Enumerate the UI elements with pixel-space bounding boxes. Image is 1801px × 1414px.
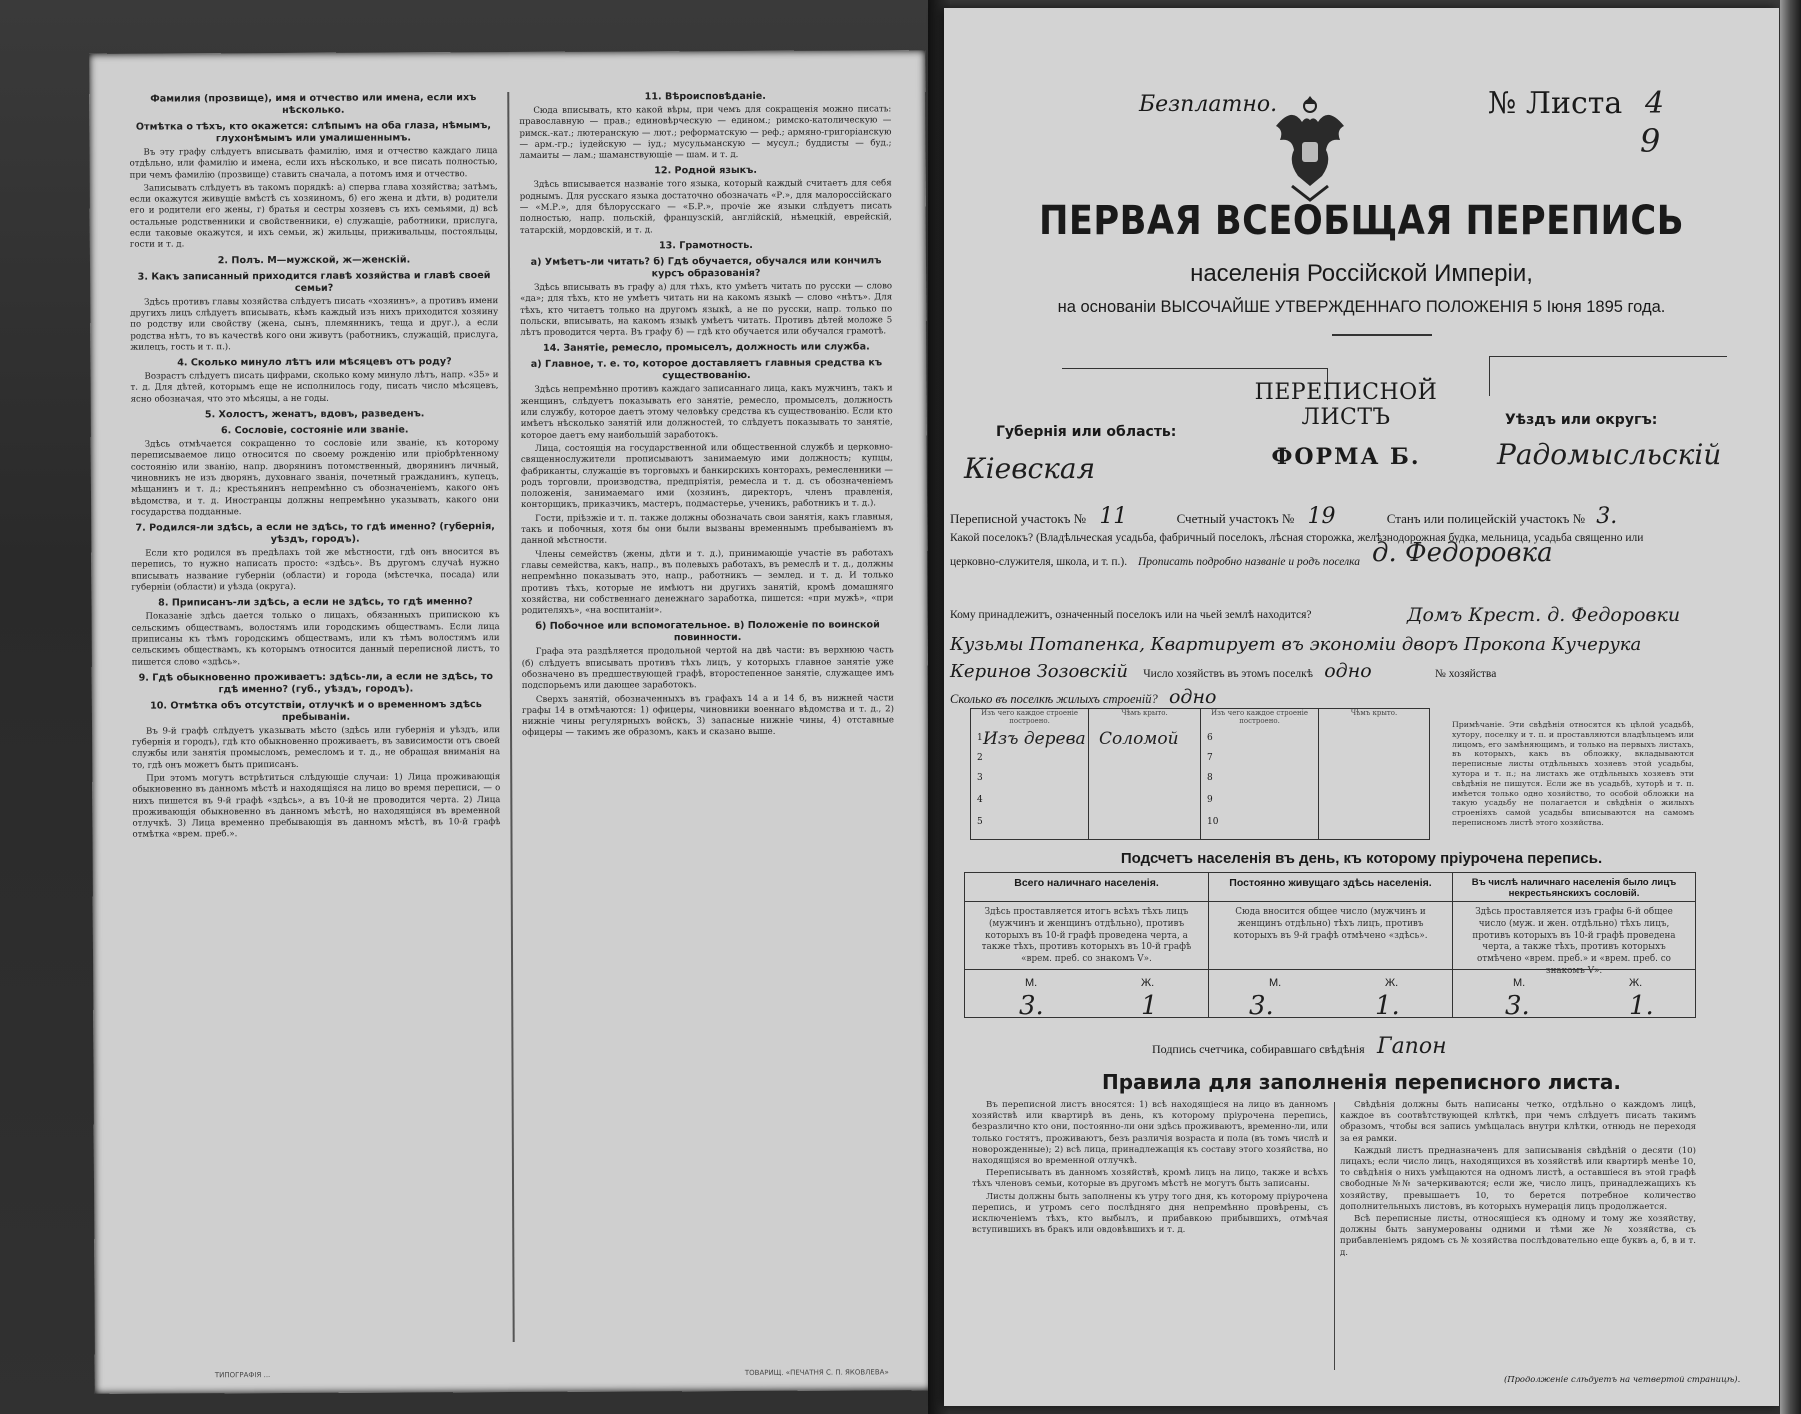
settlement-type-line: Какой поселокъ? (Владѣльческая усадьба, фабричный поселокъ, лѣсная сторожка, желѣзнодорожная будка, мельница, усадьба священно или [950, 532, 1644, 544]
ct-header: Всего наличнаго населенія. [1014, 877, 1159, 889]
instruction-paragraph: Здѣсь противъ главы хозяйства слѣдуетъ писать «хозяинъ», а противъ имени другихъ лицъ слѣдуетъ вписывать, кѣмъ каждый изъ нихъ приходится хозяину по родству или свойству (жена, сынъ, племянникъ, теща и друг.), а если родства нѣтъ, то въ качествѣ кого они живутъ (работникъ, служащій, прислуга, жилецъ, гость и т. п.). [130, 295, 499, 353]
instruction-paragraph: Сюда вписывать, кто какой вѣры, при чемъ для сокращенія можно писать: православную — прав.; единовѣрческую — едином.; римско-католическую — римск.-кат.; лютеранскую — лют.; реформатскую — реф.; армяно-григоріанскую — арм.-гр.; іудейскую — іуд.; мусульманскую — мусул.; буддисты — буд.; ламаиты — лам.; шаманствующіе — шам. и т. д. [519, 104, 892, 162]
resident-female-value: 1. [1375, 991, 1400, 1021]
districts-line [950, 504, 1617, 529]
rules-column-1 [972, 1100, 1328, 1237]
instructions-column-2 [519, 86, 896, 1338]
bt-row-number: 8 [1207, 773, 1213, 783]
bt-row-number: 4 [977, 795, 983, 805]
instruction-heading: 9. Гдѣ обыкновенно проживаетъ: здѣсь-ли, а если не здѣсь, то гдѣ именно? (губ., уѣздъ, городъ). [138, 670, 494, 696]
bt-row-number: 5 [977, 817, 983, 827]
bt-row-number: 10 [1207, 817, 1219, 827]
female-label: Ж. [1629, 977, 1643, 989]
households-label: Число хозяйствъ въ этомъ поселкѣ [1143, 668, 1313, 680]
instruction-paragraph: Члены семействъ (жены, дѣти и т. д.), принимающіе участіе въ работахъ главы семейства, какъ, напр., въ полевыхъ работахъ, въ ремеслѣ и т. д., должны непремѣнно показывать это, напр., работникъ — землед. и т. д. И только противъ тѣхъ, которые не имѣютъ ни другихъ занятій, кромѣ домашняго хозяйства, ни собственнаго денежнаго заработка, пишется: «при мужѣ», «при родителяхъ», «на воспитаніи». [521, 547, 894, 617]
instruction-paragraph: Лица, состоящія на государственной или общественной службѣ и церковно-священнослужители прописываютъ занимаемую ими должность; купцы, фабриканты, служащіе въ торговыхъ и банкирскихъ конторахъ, ремесленники — родъ торговли, производства, предпріятія, ремесла и т. д. съ обозначеніемъ положенія, занимаемаго ими (хозяинъ, директоръ, членъ правленія, конторщикъ, приказчикъ, мастеръ, подмастерье, ученикъ, работникъ и т. д.). [520, 442, 894, 511]
owner-label: Кому принадлежитъ, означенный поселокъ или на чьей землѣ находится? [950, 609, 1312, 621]
instruction-heading: Фамилия (прозвище), имя и отчество или имена, если ихъ нѣсколько. [150, 92, 477, 116]
counting-district-label: Счетный участокъ № [1176, 511, 1295, 526]
ct-description: Сюда вносится общее число (мужчинъ и женщинъ отдѣльно) тѣхъ лицъ, противъ которыхъ въ 9-й графѣ отмѣчено «здѣсь». [1233, 907, 1428, 941]
form-subtitle: населенія Россійской Имперіи, [1190, 260, 1533, 287]
guberniya-label: Губернія или область: [996, 424, 1177, 440]
instruction-heading: а) Главное, т. е. то, которое доставляетъ главныя средства къ существованію. [530, 357, 883, 382]
buildings-line [950, 686, 1216, 708]
population-count-table [964, 872, 1696, 1021]
census-form-page [944, 8, 1779, 1406]
owner-value: Домъ Крест. д. Федоровки [1407, 604, 1681, 626]
police-district-label: Станъ или полицейскій участокъ № [1386, 511, 1586, 526]
buildings-table [970, 708, 1430, 840]
nonpeasant-female-value: 1. [1629, 991, 1654, 1021]
instruction-heading: б) Побочное или вспомогательное. в) Положеніе по воинской повинности. [535, 619, 880, 644]
instruction-heading: 3. Какъ записанный приходится главѣ хозяйства и главѣ своей семьи? [137, 269, 491, 294]
instruction-paragraph: Въ эту графу слѣдуетъ вписывать фамилію, имя и отчество каждаго лица отдѣльно, или фамилію и имена, если ихъ нѣсколько, и все писать полностью, при чемъ фамилію (прозвище) ставить сначала, а потомъ имя и отчество. [129, 146, 498, 181]
building-material-value: Изъ дерева [983, 729, 1086, 749]
column-divider [507, 92, 514, 1342]
buildings-value: одно [1168, 686, 1217, 708]
double-headed-eagle-emblem-icon [1262, 86, 1358, 206]
bt-header: Чѣмъ крыто. [1350, 709, 1398, 717]
instructions-column-1 [129, 88, 503, 1380]
bt-header: Изъ чего каждое строеніе построено. [980, 709, 1079, 725]
bt-row-number: 6 [1207, 733, 1213, 743]
instruction-paragraph: Возрастъ слѣдуетъ писать цифрами, сколько кому минуло лѣтъ, напр. «35» и т. д. Для дѣтей, которымъ еще не исполнилось году, писать число мѣсяцевъ, ясно обозначая, что это мѣсяцы, а не годы. [130, 370, 499, 405]
rule-paragraph: Переписывать въ данномъ хозяйствѣ, кромѣ лицъ на лицо, также и всѣхъ тѣхъ членовъ семьи, которые въ другомъ мѣстѣ не могутъ быть записаны. [972, 1168, 1328, 1190]
population-count-title: Подсчетъ населенія въ день, къ которому пріурочена перепись. [1120, 850, 1603, 867]
census-district-label: Переписной участокъ № [950, 511, 1087, 526]
instruction-heading: 12. Родной языкъ. [654, 165, 757, 177]
bt-row-number: 7 [1207, 753, 1213, 763]
instruction-paragraph: При этомъ могутъ встрѣтиться слѣдующіе случаи: 1) Лица проживающія обыкновенно въ данномъ мѣстѣ и находящіяся на лицо во время переписи, — о нихъ пишется въ 9-й графѣ «здѣсь», а въ 10-й не проводится черта. 2) Лица проживающія обыкновенно въ данномъ мѣстѣ, но находящіяся въ временной отлучкѣ. 3) Лица временно пребывающія въ данномъ мѣстѣ, въ 10-й графѣ отмѣтка «врем. преб.». [132, 772, 501, 841]
building-roof-value: Соломой [1099, 729, 1179, 749]
households-value: одно [1324, 660, 1372, 682]
instruction-heading: 8. Приписанъ-ли здѣсь, а если не здѣсь, то гдѣ именно? [158, 596, 473, 609]
sheet-number-value-alt: 9 [1640, 122, 1661, 160]
instruction-paragraph: Записывать слѣдуетъ въ такомъ порядкѣ: а) сперва глава хозяйства; затѣмъ, если окажутся живущіе вмѣстѣ съ хозяиномъ, б) его жена и дѣти, в) родители его и родители его жены, г) братья и сестры хозяевъ съ ихъ семьями, д) всѣ остальные родственники и свойственники, е) служащіе, работники, прислуга, если таковые окажутся, и ихъ семьи, ж) жильцы, приживальцы, постояльцы, гости и т. д. [129, 181, 498, 251]
ct-header: Въ числѣ наличнаго населенія было лицъ некрестьянскихъ сословій. [1471, 877, 1677, 899]
census-district-value: 11 [1099, 504, 1128, 529]
male-label: М. [1513, 977, 1526, 989]
male-label: М. [1025, 977, 1038, 989]
instruction-heading: 5. Холостъ, женатъ, вдовъ, разведенъ. [204, 408, 425, 421]
free-label: Безплатно. [1139, 92, 1278, 117]
enumerator-signature-label: Подпись счетчика, собиравшаго свѣдѣнія [1152, 1042, 1365, 1056]
printer-footer-left: ТИПОГРАФІЯ ... [214, 1371, 271, 1380]
instruction-paragraph: Здѣсь непремѣнно противъ каждаго записаннаго лица, какъ мужчинъ, такъ и женщинъ, слѣдуетъ показывать его занятіе, ремесло, промыселъ, должность или службу, которое даетъ этому человѣку средства къ существованію. Если кто имѣетъ нѣсколько занятій или должностей, то слѣдуетъ показывать то занятіе, которое даетъ ему наибольшій заработокъ. [520, 383, 893, 441]
sheet-number-label: № Листа [1488, 86, 1623, 121]
instruction-paragraph: Если кто родился въ предѣлахъ той же мѣстности, гдѣ онъ вносится въ перепись, то нужно написать просто: «здѣсь». Въ другомъ случаѣ нужно вписывать название губерніи (области) и города (мѣстечка, посада) или губерніи (области) и уѣзда (округа). [131, 547, 500, 593]
ct-description: Здѣсь проставляется изъ графы 6-й общее число (муж. и жен. отдѣльно) тѣхъ лицъ, противъ которыхъ въ 10-й графѣ проведена черта, а также тѣхъ, противъ которыхъ отмѣчено «врем. преб.» и «врем. преб. со знакомъ V». [1472, 907, 1676, 976]
nonpeasant-male-value: 3. [1505, 991, 1530, 1021]
owner-value-2: Кузьмы Потапенка, Квартирует въ экономіи дворъ Прокопа Кучерука [950, 634, 1642, 655]
instruction-heading: 11. Вѣроисповѣданіе. [644, 90, 766, 103]
settlement-type-hint: Прописать подробно названіе и родъ поселка [1137, 556, 1360, 568]
instruction-paragraph: Гости, пріѣзжіе и т. п. также должны обозначать свои занятія, какъ главныя, такъ и побочныя, хотя бы они были вызваны временнымъ пребываніемъ въ данной мѣстности. [521, 512, 894, 547]
settlement-type-line-2 [950, 556, 1360, 568]
bt-row-number: 2 [977, 753, 983, 763]
uezd-value: Радомысльскій [1497, 438, 1722, 471]
rule-paragraph: Листы должны быть заполнены къ утру того дня, къ которому пріурочена перепись, и утромъ сего послѣдняго дня непремѣнно провѣрены, съ исключеніемъ тѣхъ, кто выбылъ, и прибавкою прибывшихъ, отмѣчая вступившихъ въ бракъ или овдовѣвшихъ и т. д. [972, 1191, 1328, 1236]
instruction-paragraph: Графа эта раздѣляется продольной чертой на двѣ части: въ верхнюю часть (б) слѣдуетъ вписывать противъ тѣхъ лицъ, у которыхъ главное занятіе уже обозначено въ предшествующей графѣ, второстепенное занятіе, служащее имъ подспорьемъ или дающее заработокъ. [521, 645, 894, 692]
instruction-paragraph: Здѣсь вписывается названіе того языка, который каждый считаетъ для себя роднымъ. Для русскаго языка достаточно обозначать «Р.», для малороссійскаго — «М.Р.», для бѣлорусскаго — «Б.Р.», прочіе же языки слѣдуетъ писать полностью, напр. польскій, французскій, англійскій, нѣмецкій, еврейскій, татарскій, мордовскій, и т. д. [519, 178, 892, 236]
instruction-paragraph: Здѣсь вписывать въ графу а) для тѣхъ, кто умѣетъ читать по русски — слово «да»; для тѣхъ, кто не умѣетъ читать ни на какомъ языкѣ — слово «нѣтъ». Для тѣхъ, кто читаетъ только на другомъ языкѣ, а не по русски, напр. только по польски, вписывать, на какомъ языкѣ умѣетъ читать. Противъ дѣтей моложе 5 лѣтъ проводится черта. Въ графу б) — гдѣ кто обучается или обучался грамотѣ. [520, 281, 893, 339]
female-label: Ж. [1141, 977, 1155, 989]
instructions-page [89, 50, 931, 1394]
instruction-heading: а) Умѣетъ-ли читать? б) Гдѣ обучается, обучался или кончилъ курсъ образованія? [530, 255, 882, 280]
rule-paragraph: Свѣдѣнія должны быть написаны четко, отдѣльно о каждомъ лицѣ, каждое въ соотвѣтствующей клѣткѣ, при чемъ слѣдуетъ писать такимъ образомъ, чтобы вся запись умѣщалась внутри клѣтки, отнюдь не переходя за ея рамки. [1340, 1100, 1696, 1144]
form-type: ФОРМА Б. [1271, 444, 1421, 470]
instruction-paragraph: Здѣсь отмѣчается сокращенно то сословіе или званіе, къ которому переписываемое лицо относится по своему рожденію или пріобрѣтенному состоянію или званію, напр. дворянинъ потомственный, дворянинъ личный, чиновникъ не изъ дворянъ, духовнаго званія, почетный гражданинъ, купецъ, мѣщанинъ и т. д.; крестьянинъ непремѣнно съ обозначеніемъ, какого онъ вѣдомства, и т. д. Иностранцы должны непремѣнно указывать, какого они государства подданные. [130, 438, 500, 518]
instruction-heading: 13. Грамотность. [658, 239, 753, 252]
police-district-value: 3. [1596, 504, 1618, 529]
ct-header: Постоянно живущаго здѣсь населенія. [1229, 877, 1432, 889]
ct-col-present [965, 873, 1209, 1021]
counting-district-value: 19 [1307, 504, 1336, 529]
guberniya-value: Кіевская [964, 452, 1096, 485]
enumerator-signature-value: Гапон [1377, 1034, 1447, 1059]
owner-line [950, 606, 1312, 622]
present-male-value: 3. [1019, 991, 1044, 1021]
title-rule [1332, 334, 1432, 336]
instruction-heading: 2. Полъ. М—мужской, ж—женскій. [217, 254, 411, 266]
instruction-heading: 14. Занятіе, ремесло, промыселъ, должность или служба. [542, 341, 870, 355]
rule-paragraph: Въ переписной листъ вносятся: 1) всѣ находящіеся на лицо въ данномъ хозяйствѣ или квартирѣ въ день, къ которому пріурочена перепись, безразлично кто они, постоянно-ли они здѣсь проживаютъ, временно-ли, или только гостятъ, проживаютъ, безъ различія возраста и пола (въ томъ числѣ и новорожденные); 2) всѣ лица, принадлежащія къ составу этого хозяйства, но находящіяся во временной отлучкѣ. [972, 1100, 1328, 1167]
owner-value-3: Керинов Зозовскій [950, 661, 1128, 682]
uezd-box [1489, 356, 1727, 396]
bt-col-material-2 [1201, 709, 1319, 839]
present-female-value: 1 [1141, 991, 1158, 1021]
bt-header: Изъ чего каждое строеніе построено. [1210, 709, 1309, 725]
village-value: д. Федоровка [1372, 538, 1553, 568]
households-line [950, 660, 1496, 682]
female-label: Ж. [1385, 977, 1399, 989]
bt-row-number: 3 [977, 773, 983, 783]
rule-paragraph: Всѣ переписные листы, относящіеся къ одному и тому же хозяйству, должны быть занумерованы одними и тѣми же № хозяйства, съ прибавленіемъ рядомъ съ № хозяйства послѣдовательно еще буквъ а, б, в и т. д. [1340, 1214, 1696, 1258]
resident-male-value: 3. [1249, 991, 1274, 1021]
male-label: М. [1269, 977, 1282, 989]
instruction-heading: 6. Сословіе, состояніе или званіе. [220, 424, 409, 437]
ct-col-nonpeasant [1453, 873, 1695, 1021]
form-subtitle-decree: на основаніи ВЫСОЧАЙШЕ УТВЕРЖДЕННАГО ПОЛОЖЕНІЯ 5 Іюня 1895 года. [1057, 298, 1666, 316]
instruction-paragraph: Показаніе здѣсь дается только о лицахъ, обязанныхъ припискою къ сельскимъ обществамъ, волостямъ или городскимъ обществамъ. Если лица приписаны къ тѣмъ городскимъ обществамъ, или къ тѣмъ волостямъ или сельскимъ обществамъ, къ которымъ относится данный переписной листъ, то пишется слово «здѣсь». [131, 610, 500, 668]
instruction-heading: 7. Родился-ли здѣсь, а если не здѣсь, то гдѣ именно? (губернія, уѣздъ, городъ). [135, 521, 495, 546]
instruction-heading: 4. Сколько минуло лѣтъ или мѣсяцевъ отъ роду? [177, 356, 452, 369]
census-sheet-title: ПЕРЕПИСНОЙ ЛИСТЪ [1254, 380, 1438, 430]
instruction-heading: Отмѣтка о тѣхъ, кто окажется: слѣпымъ на оба глаза, нѣмымъ, глухонѣмымъ или умалишеннымъ. [135, 120, 491, 145]
instruction-paragraph: Сверхъ занятій, обозначенныхъ въ графахъ 14 а и 14 б, въ нижней части графы 14 в отмѣчаются: 1) офицеры, чиновники военнаго вѣдомства и т. д., 2) нижніе чины регулярныхъ войскъ, 3) запасные нижніе чины, 4) отставные офицеры — такимъ же образомъ, какъ и сказано выше. [521, 692, 895, 739]
buildings-label: Сколько въ поселкѣ жилыхъ строеній? [950, 692, 1158, 706]
instruction-heading: 10. Отмѣтка объ отсутствіи, отлучкѣ и о временномъ здѣсь пребываніи. [150, 698, 482, 723]
rules-title: Правила для заполненія переписного листа. [1102, 1070, 1621, 1094]
bt-row-number: 9 [1207, 795, 1213, 805]
rules-continuation-note: (Продолженіе слѣдуетъ на четвертой страницѣ). [1504, 1374, 1741, 1384]
bt-row-number: 1 [977, 733, 983, 743]
buildings-note: Примѣчаніе. Эти свѣдѣнія относятся къ цѣлой усадьбѣ, хутору, поселку и т. п. и проставляются владѣльцемъ или лицомъ, его замѣняющимъ, и только на первыхъ листахъ, въ которыхъ, какъ въ обложку, вкладываются переписные листы отдѣльныхъ хозяевъ этой усадьбы, хутора и т. п.; на листахъ же отдѣльныхъ хозяевъ эти свѣдѣнія не пишутся. Если же въ усадьбѣ, хуторѣ и т. п. имѣется только одно хозяйство, то особой обложки на такую усадьбу не полагается и свѣдѣнія о жилыхъ строеніяхъ самой усадьбы вписываются на самомъ переписномъ листѣ этого хозяйства. [1452, 720, 1694, 827]
settlement-type-label: церковно-служителя, школа, и т. п.). [950, 556, 1128, 568]
bt-header: Чѣмъ крыто. [1121, 709, 1168, 717]
rule-paragraph: Каждый листъ предназначенъ для записыванія свѣдѣній о десяти (10) лицахъ; если число лицъ, находящихся въ хозяйствѣ или квартирѣ менѣе 10, то свѣдѣнія о нихъ умѣщаются на одномъ листѣ, а оставшіеся въ этой графѣ свободные №№ зачеркиваются; если же, число лицъ, принадлежащихъ къ хозяйству, превышаетъ 10, то берется потребное количество дополнительныхъ листовъ, въ которыхъ нумерація лицъ продолжается. [1340, 1145, 1696, 1212]
rules-divider [1334, 1102, 1335, 1370]
ct-col-resident [1209, 873, 1453, 1021]
printer-footer-right: ТОВАРИЩ. «ПЕЧАТНЯ С. П. ЯКОВЛЕВА» [744, 1368, 889, 1377]
rules-column-2 [1340, 1100, 1696, 1260]
ct-description: Здѣсь проставляется итогъ всѣхъ тѣхъ лицъ (мужчинъ и женщинъ отдѣльно), противъ которыхъ въ 10-й графѣ проведена черта, а также тѣхъ, противъ которыхъ въ 10-й графѣ «врем. преб. со знакомъ V». [981, 907, 1192, 965]
bt-col-roof-2 [1319, 709, 1429, 839]
household-number-label: № хозяйства [1434, 668, 1497, 680]
sheet-number-value: 4 [1645, 86, 1665, 121]
owner-line-2 [950, 634, 1641, 655]
form-main-title: ПЕРВАЯ ВСЕОБЩАЯ ПЕРЕПИСЬ [1039, 198, 1684, 244]
page-stack-edge [1780, 0, 1801, 1414]
instruction-paragraph: Въ 9-й графѣ слѣдуетъ указывать мѣсто (здѣсь или губернія и уѣздъ, или губернія и городъ), гдѣ кто обыкновенно проживаетъ, въ зависимости отъ своей службы или занятія промысломъ, ремесломъ и т. д., не обращая вниманія на то, гдѣ онъ можетъ быть приписанъ. [132, 724, 501, 771]
uezd-label: Уѣздъ или округъ: [1505, 412, 1658, 428]
